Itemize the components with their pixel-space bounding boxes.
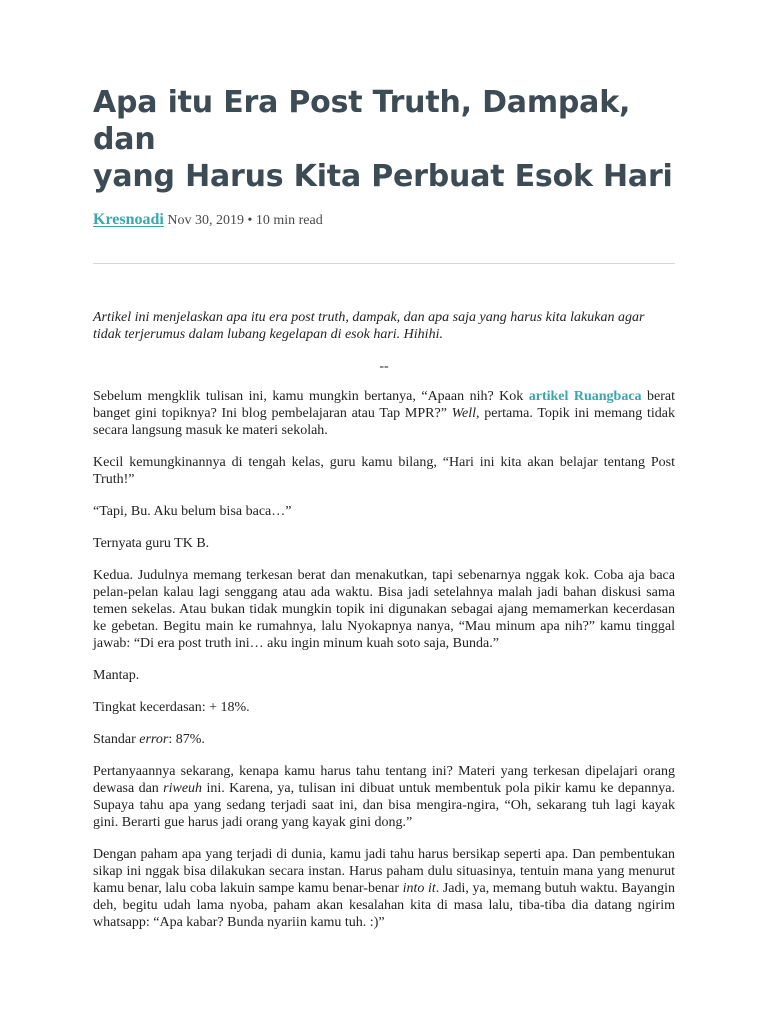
article-title (93, 84, 675, 195)
section-separator: -- (379, 359, 389, 374)
paragraph-2: Kecil kemungkinannya di tengah kelas, guru kamu bilang, “Hari ini kita akan belajar tentang Post Truth!” (93, 455, 675, 487)
paragraph-7: Tingkat kecerdasan: + 18%. (93, 700, 250, 715)
intro-paragraph: Artikel ini menjelaskan apa itu era post truth, dampak, dan apa saja yang harus kita lakukan agar tidak terjerumus dalam lubang kegelapan di esok hari. Hihihi. (93, 310, 645, 342)
title-line-2: yang Harus Kita Perbuat Esok Hari (93, 159, 673, 194)
date-readtime: Nov 30, 2019 • 10 min read (163, 213, 323, 228)
header-divider (93, 263, 675, 264)
paragraph-10: Dengan paham apa yang terjadi di dunia, kamu jadi tahu harus bersikap seperti apa. Dan pembentukan sikap ini nggak bisa dilakukan secara instan. Harus paham dulu situasinya, tentuin mana yang menurut kamu benar, lalu coba lakuin sampe kamu benar-benar into it. Jadi, ya, memang butuh waktu. Bayangin deh, begitu udah lama nyoba, paham akan kesalahan kita di masa lalu, tiba-tiba dia datang ngirim whatsapp: “Apa kabar? Bunda nyariin kamu tuh. :)” (93, 847, 676, 930)
title-line-1: Apa itu Era Post Truth, Dampak, dan (93, 85, 631, 157)
paragraph-8: Standar error: 87%. (93, 732, 205, 747)
paragraph-9: Pertanyaannya sekarang, kenapa kamu harus tahu tentang ini? Materi yang terkesan dipelajari orang dewasa dan riweuh ini. Karena, ya, tulisan ini dibuat untuk membentuk pola pikir kamu ke depannya. Supaya tahu apa yang sedang terjadi saat ini, dan bisa mengira-ngira, “Oh, sekarang tuh lagi kayak gini. Berarti gue harus jadi orang yang kayak gini dong.” (93, 764, 675, 830)
author-link[interactable]: Kresnoadi (93, 211, 164, 228)
article-page (93, 84, 675, 946)
ruangbaca-link[interactable]: artikel Ruangbaca (528, 389, 642, 404)
article-body (93, 309, 675, 931)
paragraph-5: Kedua. Judulnya memang terkesan berat dan menakutkan, tapi sebenarnya nggak kok. Coba aja baca pelan-pelan kalau lagi senggang atau ada waktu. Bisa jadi setelahnya malah jadi bahan diskusi sama temen sekelas. Atau bukan tidak mungkin topik ini digunakan sebagai ajang memamerkan kecerdasan ke gebetan. Begitu main ke rumahnya, lalu Nyokapnya nanya, “Mau minum apa nih?” kamu tinggal jawab: “Di era post truth ini… aku ingin minum kuah soto saja, Bunda.” (93, 568, 675, 651)
paragraph-3: “Tapi, Bu. Aku belum bisa baca…” (93, 504, 292, 519)
paragraph-6: Mantap. (93, 668, 140, 683)
paragraph-1: Sebelum mengklik tulisan ini, kamu mungkin bertanya, “Apaan nih? Kok artikel Ruangbaca berat banget gini topiknya? Ini blog pembelajaran atau Tap MPR?” Well, pertama. Topik ini memang tidak secara langsung masuk ke materi sekolah. (93, 389, 675, 438)
paragraph-4: Ternyata guru TK B. (93, 536, 210, 551)
article-meta (93, 211, 675, 229)
